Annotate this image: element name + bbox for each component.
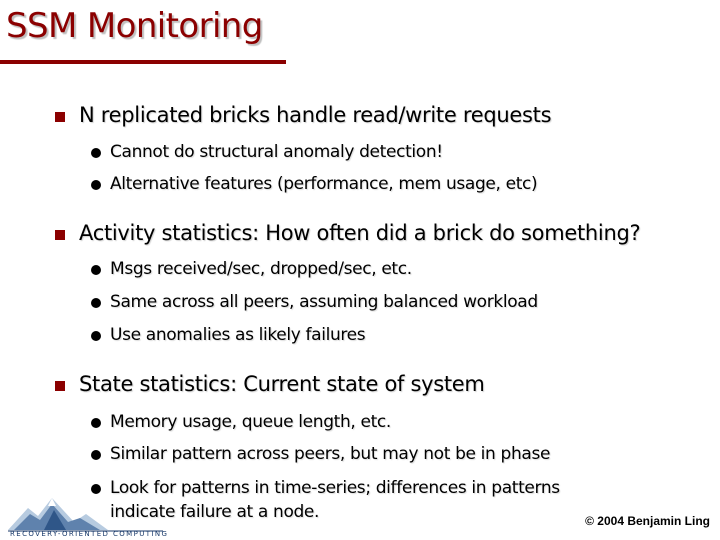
logo-caption: RECOVERY-ORIENTED COMPUTING (10, 530, 169, 538)
bullet-3-sub-3: Look for patterns in time-series; differences in patterns (110, 478, 560, 498)
round-bullet-icon (91, 418, 101, 428)
bullet-2-text: Activity statistics: How often did a brick do something? (79, 221, 641, 245)
bullet-2-sub-3: Use anomalies as likely failures (110, 325, 366, 345)
title-underline (0, 60, 286, 64)
bullet-3-sub-1: Memory usage, queue length, etc. (110, 412, 391, 432)
square-bullet-icon (55, 112, 65, 122)
bullet-2-sub-2: Same across all peers, assuming balanced workload (110, 292, 538, 312)
bullet-3-sub-2: Similar pattern across peers, but may not be in phase (110, 444, 551, 464)
bullet-3-text: State statistics: Current state of system (79, 372, 485, 396)
bullet-1-sub-1: Cannot do structural anomaly detection! (110, 142, 443, 162)
slide-title: SSM Monitoring (6, 6, 263, 46)
bullet-3-sub-3-continuation: indicate failure at a node. (110, 502, 320, 522)
round-bullet-icon (91, 331, 101, 341)
round-bullet-icon (91, 450, 101, 460)
round-bullet-icon (91, 148, 101, 158)
square-bullet-icon (55, 230, 65, 240)
round-bullet-icon (91, 180, 101, 190)
square-bullet-icon (55, 381, 65, 391)
round-bullet-icon (91, 298, 101, 308)
bullet-2-sub-1: Msgs received/sec, dropped/sec, etc. (110, 259, 412, 279)
bullet-1-sub-2: Alternative features (performance, mem usage, etc) (110, 174, 538, 194)
copyright-notice: © 2004 Benjamin Ling (585, 514, 710, 528)
round-bullet-icon (91, 265, 101, 275)
bullet-1-text: N replicated bricks handle read/write requests (79, 103, 552, 127)
